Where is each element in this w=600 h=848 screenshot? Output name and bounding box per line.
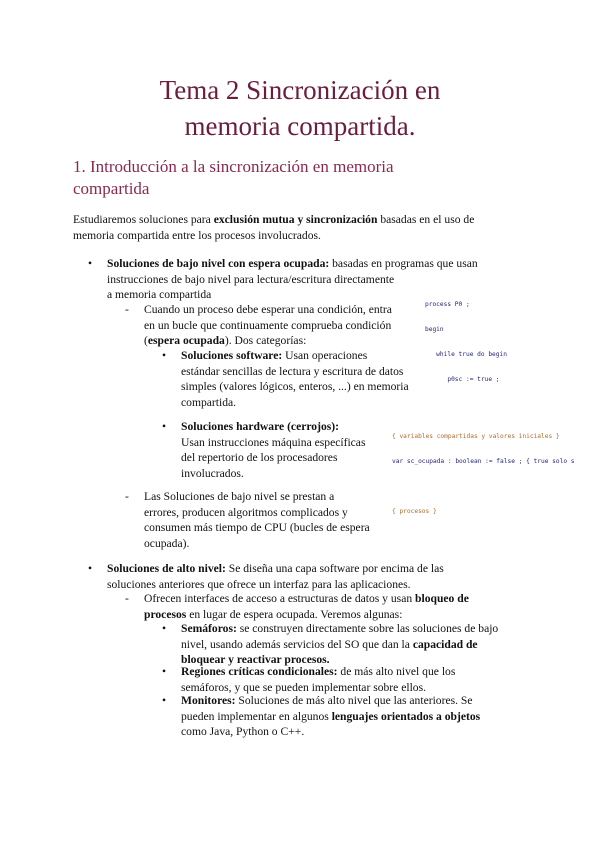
text: como Java, Python o C++. — [181, 725, 305, 738]
text: a memoria compartida — [107, 288, 212, 301]
text: semáforos, y que se pueden implementar sobre ellos. — [181, 680, 427, 694]
text: basadas en el uso de — [377, 213, 475, 226]
code-line: { procesos } — [392, 508, 437, 516]
list-item-semaphores — [181, 621, 561, 668]
text: estándar sencillas de lectura y escritura de datos — [181, 364, 404, 378]
text: - Cuando un proceso debe esperar una condición, entra — [144, 303, 392, 316]
bold-text: bloquear y reactivar procesos. — [181, 653, 330, 666]
list-item-hardware — [181, 419, 401, 481]
bold-text: Soluciones hardware (cerrojos): — [181, 420, 339, 433]
text: Estudiaremos soluciones para — [73, 213, 214, 226]
bold-text: Semáforos: — [181, 622, 237, 635]
text: compartida. — [181, 395, 237, 409]
text: ). Dos categorías: — [224, 334, 307, 347]
page-title-line: memoria compartida. — [184, 111, 416, 141]
code-line: begin — [425, 326, 444, 334]
text: Se diseña una capa software por encima de las — [225, 562, 444, 575]
text: errores, producen algoritmos complicados y — [144, 505, 348, 519]
text: nivel, usando además servicios del SO que dan la — [181, 637, 413, 651]
bold-text: Soluciones software: — [181, 349, 283, 362]
text: memoria compartida entre los procesos involucrados. — [73, 228, 321, 242]
intro-paragraph — [73, 212, 543, 243]
bold-text: lenguajes orientados a objetos — [331, 709, 481, 723]
text: soluciones anteriores que ofrece un interfaz para las aplicaciones. — [107, 577, 411, 591]
list-item-busy-wait — [144, 302, 424, 349]
section-heading-line: compartida — [73, 179, 150, 198]
text: en un bucle que continuamente comprueba condición — [144, 318, 392, 332]
text: de más alto nivel que los — [337, 665, 456, 678]
text: Soluciones de más alto nivel que las anteriores. Se — [235, 694, 473, 707]
text: instrucciones de bajo nivel para lectura/escritura directamente — [107, 272, 395, 286]
text: ( — [144, 334, 148, 347]
bold-text: capacidad de — [412, 637, 478, 651]
list-item-high-level — [107, 561, 547, 592]
code-line: var sc_ocupada : boolean := false ; { true solo s — [392, 458, 575, 466]
code-line: p0sc := true ; — [425, 376, 500, 384]
code-line — [392, 483, 586, 491]
code-line: while true do begin — [425, 351, 507, 359]
text: Usan operaciones — [282, 349, 368, 362]
list-item-critical-regions — [181, 664, 561, 695]
code-snippet-testandset — [392, 416, 586, 530]
text: se construyen directamente sobre las soluciones de bajo — [236, 622, 499, 635]
text: Usan instrucciones máquina específicas — [181, 435, 366, 449]
bold-text: Soluciones de bajo nivel con espera ocupada: — [107, 257, 330, 270]
text: - Las Soluciones de bajo nivel se prestan a — [144, 490, 335, 503]
list-item-interfaces — [144, 591, 554, 622]
code-line: process P0 ; — [425, 300, 470, 308]
bold-text: exclusión mutua y sincronización — [213, 213, 378, 226]
text: Ofrecen interfaces de acceso a estructuras de datos y usan — [144, 592, 416, 605]
bold-text: Monitores: — [181, 694, 236, 707]
bold-text: Regiones críticas condicionales: — [181, 665, 338, 678]
bold-text: Soluciones de alto nivel: — [107, 562, 226, 575]
code-snippet-p0 — [425, 284, 573, 394]
bold-text: espera ocupada — [147, 334, 225, 347]
text: involucrados. — [181, 466, 244, 480]
bold-text: bloqueo de — [415, 592, 469, 605]
text: ocupada). — [144, 536, 190, 550]
page-title — [0, 72, 600, 144]
section-heading-line: 1. Introducción a la sincronización en memoria — [73, 157, 394, 176]
text: basadas en programas que usan — [329, 257, 478, 270]
list-item-monitors — [181, 693, 561, 740]
page-title-line: Tema 2 Sincronización en — [159, 75, 441, 105]
text: consumen más tiempo de CPU (bucles de espera — [144, 521, 370, 534]
text: pueden implementar en algunos — [181, 709, 332, 723]
text: en lugar de espera ocupada. Veremos algunas: — [186, 607, 403, 621]
bold-text: procesos — [144, 607, 187, 621]
text: simples (valores lógicos, enteros, ...) en memoria — [181, 380, 409, 393]
section-heading — [73, 156, 533, 200]
list-item-software — [181, 348, 431, 410]
code-line: { variables compartidas y valores iniciales } — [392, 432, 560, 440]
text: del repertorio de los procesadores — [181, 451, 338, 464]
list-item-drawbacks — [144, 489, 394, 551]
